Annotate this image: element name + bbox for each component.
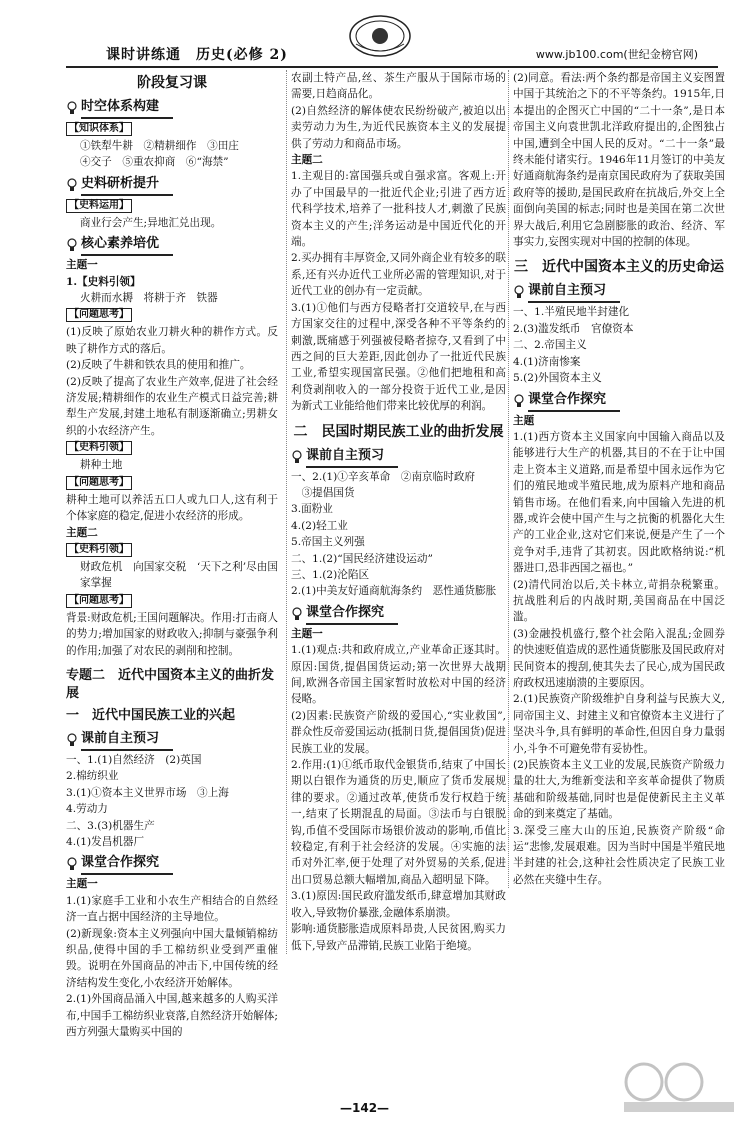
answer-text: 一、1.半殖民地半封建化 2.(3)滥发纸币 官僚资本 二、2.帝国主义 4.(1)济南惨案 5.(2)外国资本主义 xyxy=(513,306,634,385)
think-label: 【问题思考】 xyxy=(66,308,132,322)
section-heading-label: 课堂合作探究 xyxy=(528,390,620,412)
lightbulb-icon xyxy=(513,285,525,299)
section-heading xyxy=(513,281,725,303)
topic-title: 主题一 xyxy=(66,878,98,891)
lightbulb-icon xyxy=(291,450,303,464)
section-heading-label: 时空体系构建 xyxy=(81,97,173,119)
answer-text: 1.(1)西方资本主义国家向中国输入商品以及能够进行大生产的机器,其目的不在于让中国走上资本主义道路,而是希望中国永远作为它们的殖民地或半殖民地,成为原料产地和商品销售市场。在他们看来,向中国输入先进的机器,或许会使中国产生与之抗衡的机器化大生产的工业企业,这对它们来说,便是产生了一个竞争对手,违背了其初衷。因此欧格纳说:“机器进口,恐非西国之福也。” (2)清代同治以后,关卡林立,苛捐杂税繁重。抗战胜利后的内战时期,美国商品在中国泛滥。 (3)金融投机盛行,整个社会陷入混乱;金圆券的快速贬值造成的恶性通货膨胀及国民政府对民间资本的搜刮,使其失去了民心,成为国民政府政权迅速崩溃的主要原因。 2.(1)民族资产阶级维护自身利益与民族大义,同帝国主义、封建主义和官僚资本主义进行了坚决斗争,具有鲜明的革命性,但因自身力量弱小,斗争不可避免带有妥协性。 (2)民族资本主义工业的发展,民族资产阶级力量的壮大,为维新变法和辛亥革命提供了物质基础和阶级基础,同时也是促使新民主主义革命的到来奠定了基础。 3.深受三座大山的压迫,民族资产阶级“命运”悲惨,发展艰难。因为当时中国是半殖民地半封建的社会,这种社会性质决定了民族工业必然在夹缝中生存。 xyxy=(513,430,725,886)
section-heading xyxy=(66,174,278,196)
section-heading xyxy=(66,234,278,256)
section-heading xyxy=(513,390,725,412)
section-heading xyxy=(291,446,506,468)
answer-text: 耕种土地可以养活五口人或九口人,这有利于个体家庭的稳定,促进小农经济的形成。 xyxy=(66,493,278,523)
topic-title: 主题一 xyxy=(66,259,98,272)
answer-text: 1.(1)观点:共和政府成立,产业革命正逐其时。原因:国货,提倡国货运动;第一次世界大战期间,欧洲各帝国主国家暂时放松对中国的经济侵略。 (2)因素:民族资产阶级的爱国心,“实业救国”,群众性反帝爱国运动(抵制日货,提倡国货)促进民族工业的发展。 2.作用:(1)①纸币取代金银货币,结束了中国长期以白银作为通货的历史,顺应了货币发展规律的要求。②通过改革,使货币发行权趋于统一,结束了长期混乱的局面。③法币与白银脱钩,币值不受国际市场银价波动的影响,币值比较稳定,有利于社会经济的发展。④实施的法币对外汇率,便于处理了对外贸易的关系,促进出口贸易总额大幅增加,商品入超明显下降。 3.(1)原因:国民政府滥发纸币,肆意增加其财政收入,导致物价暴涨,金融体系崩溃。 影响:通货膨胀造成原料昂贵,人民贫困,购买力低下,导致产品滞销,民族工业陷于绝境。 xyxy=(291,644,506,952)
chapter-title: 专题二 近代中国资本主义的曲折发展 xyxy=(66,667,275,701)
answer-text: 农副土特产品,丝、茶生产服从于国际市场的需要,日趋商品化。 (2)自然经济的解体使农民纷纷破产,被迫以出卖劳动力为生,为近代民族资本主义的发展提供了劳动力和商品市场。 xyxy=(291,72,506,150)
brand-emblem-icon xyxy=(348,14,412,58)
lightbulb-icon xyxy=(513,394,525,408)
topic-title: 主题二 xyxy=(291,154,323,167)
lightbulb-icon xyxy=(66,101,78,115)
think-label: 【问题思考】 xyxy=(66,476,132,490)
lesson-title: 二 民国时期民族工业的曲折发展 xyxy=(293,423,504,440)
answer-text: 耕种土地 xyxy=(80,459,123,472)
column-right xyxy=(508,70,725,888)
section-heading-label: 史料研析提升 xyxy=(81,174,173,196)
answer-text: 火耕而水耨 将耕于齐 铁器 xyxy=(80,292,218,305)
header-url: www.jb100.com(世纪金榜官网) xyxy=(535,48,698,61)
section-heading xyxy=(66,97,278,119)
answer-text: (1)反映了原始农业刀耕火种的耕作方式。反映了耕作方式的落后。 (2)反映了牛耕和铁农具的使用和推广。 (2)反映了提高了农业生产效率,促进了社会经济发展;精耕细作的农业生产模式日益完善;耕犁生产发展,封建土地私有制逐渐确立;男耕女织的小农经济产生。 xyxy=(66,326,278,437)
section-heading-label: 课堂合作探究 xyxy=(306,603,398,625)
topic-title: 主题一 xyxy=(291,627,323,640)
header-rule xyxy=(66,66,718,68)
column-middle xyxy=(286,70,506,954)
section-heading xyxy=(66,853,278,875)
source-label: 【史料引领】 xyxy=(66,543,132,557)
stage-title: 阶段复习课 xyxy=(137,75,207,91)
knowledge-label: 【知识体系】 xyxy=(66,122,132,136)
column-left xyxy=(66,70,278,1040)
header-title: 课时讲练通 历史(必修 2) xyxy=(106,47,288,63)
lightbulb-icon xyxy=(291,607,303,621)
section-heading-label: 课前自主预习 xyxy=(306,446,398,468)
section-heading xyxy=(66,729,278,751)
answer-text: 1.(1)家庭手工业和小农生产相结合的自然经济一直占据中国经济的主导地位。 (2)新现象:资本主义列强向中国大量倾销棉纺织品,使得中国的手工棉纺织业受到严重催毁。说明在外国商品的冲击下,中国传统的经济结构发生变化,小农经济开始解体。 2.(1)外国商品涌入中国,越来越多的人购买洋布,中国手工棉纺织业衰落,自然经济开始解体;西方列强大量购买中国的 xyxy=(66,894,278,1039)
source-label: 【史料引领】 xyxy=(66,441,132,455)
lightbulb-icon xyxy=(66,238,78,252)
section-heading-label: 课前自主预习 xyxy=(81,729,173,751)
answer-text: (2)同意。看法:两个条约都是帝国主义妄图置中国于其统治之下的不平等条约。1915年,日本提出的企图灭亡中国的“二十一条”,是日本帝国主义向袁世凯北洋政府提出的,企图独占中国,遭到全中国人民的反对。“二十一条”最终未能付诸实行。1946年11月签订的中美友好通商航海条约是南京国民政府为了获取美国政府等的援助,是国民政府在抗战后,外交上全面倒向美国的标志;同时也是美国在第二次世界大战后,利用它急剧膨胀的政治、经济、军事实力,妄图实现对中国的控制的体现。 xyxy=(513,72,725,249)
lesson-title: 三 近代中国资本主义的历史命运 xyxy=(514,259,724,276)
lightbulb-icon xyxy=(66,857,78,871)
knowledge-items: ①铁犁牛耕 ②精耕细作 ③田庄 ④交子 ⑤重农抑商 ⑥“海禁” xyxy=(80,140,239,169)
lightbulb-icon xyxy=(66,178,78,192)
history-text: 商业行会产生;异地汇兑出现。 xyxy=(80,216,222,229)
answer-text: 一、2.(1)①辛亥革命 ②南京临时政府 ③提倡国货 3.面粉业 4.(2)轻工业 5.帝国主义列强 二、1.(2)“国民经济建设运动” 三、1.(2)沦陷区 2.(1)中美友好通商航海条约 恶性通货膨胀 xyxy=(291,470,497,598)
answer-text: 财政危机 向国家交税 ‘天下之利’尽由国家掌握 xyxy=(80,560,278,590)
page-header xyxy=(66,14,718,66)
think-label: 【问题思考】 xyxy=(66,594,132,608)
history-label: 【史料运用】 xyxy=(66,199,132,213)
page-number: —142— xyxy=(340,1101,390,1115)
watermark-logo-icon xyxy=(614,1057,744,1117)
question-label: 1.【史料引领】 xyxy=(66,275,141,288)
section-heading xyxy=(291,603,506,625)
answer-text: 1.主观目的:富国强兵或自强求富。客观上:开办了中国最早的一批近代企业;引进了西方近代科学技术,培养了一批科技人才,刺激了民族资本主义的产生;洋务运动是中国近代化的开端。 2.买办拥有丰厚资金,又同外商企业有较多的联系,还有兴办近代工业所必需的管理知识,对于近代工业的创办有一定贡献。 3.(1)①他们与西方侵略者打交道较早,在与西方国家交往的过程中,深受各种不平等条约的刺激,既痛感于列强被侵略者掠夺,又看到了中西之间的巨大差距,因此创办了一批近代民族工业,希望实现国富民强。②他们把地租和高利贷剥削收入的一部分投资于近代工业,是因为新式工业能给他们带来比较优厚的利润。 xyxy=(291,170,506,413)
lightbulb-icon xyxy=(66,733,78,747)
topic-title: 主题 xyxy=(513,414,535,427)
section-heading-label: 核心素养培优 xyxy=(81,234,173,256)
answer-text: 一、1.(1)自然经济 (2)英国 2.棉纺织业 3.(1)①资本主义世界市场 ③上海 4.劳动力 二、3.(3)机器生产 4.(1)发昌机器厂 xyxy=(66,753,229,848)
topic-title: 主题二 xyxy=(66,526,98,539)
section-heading-label: 课堂合作探究 xyxy=(81,853,173,875)
section-heading-label: 课前自主预习 xyxy=(528,281,620,303)
answer-text: 背景:财政危机;王国问题解决。作用:打击商人的势力;增加国家的财政收入;抑制与豪强争利的作用;加强了对农民的剥削和控制。 xyxy=(66,611,278,657)
lesson-title: 一 近代中国民族工业的兴起 xyxy=(66,707,236,723)
